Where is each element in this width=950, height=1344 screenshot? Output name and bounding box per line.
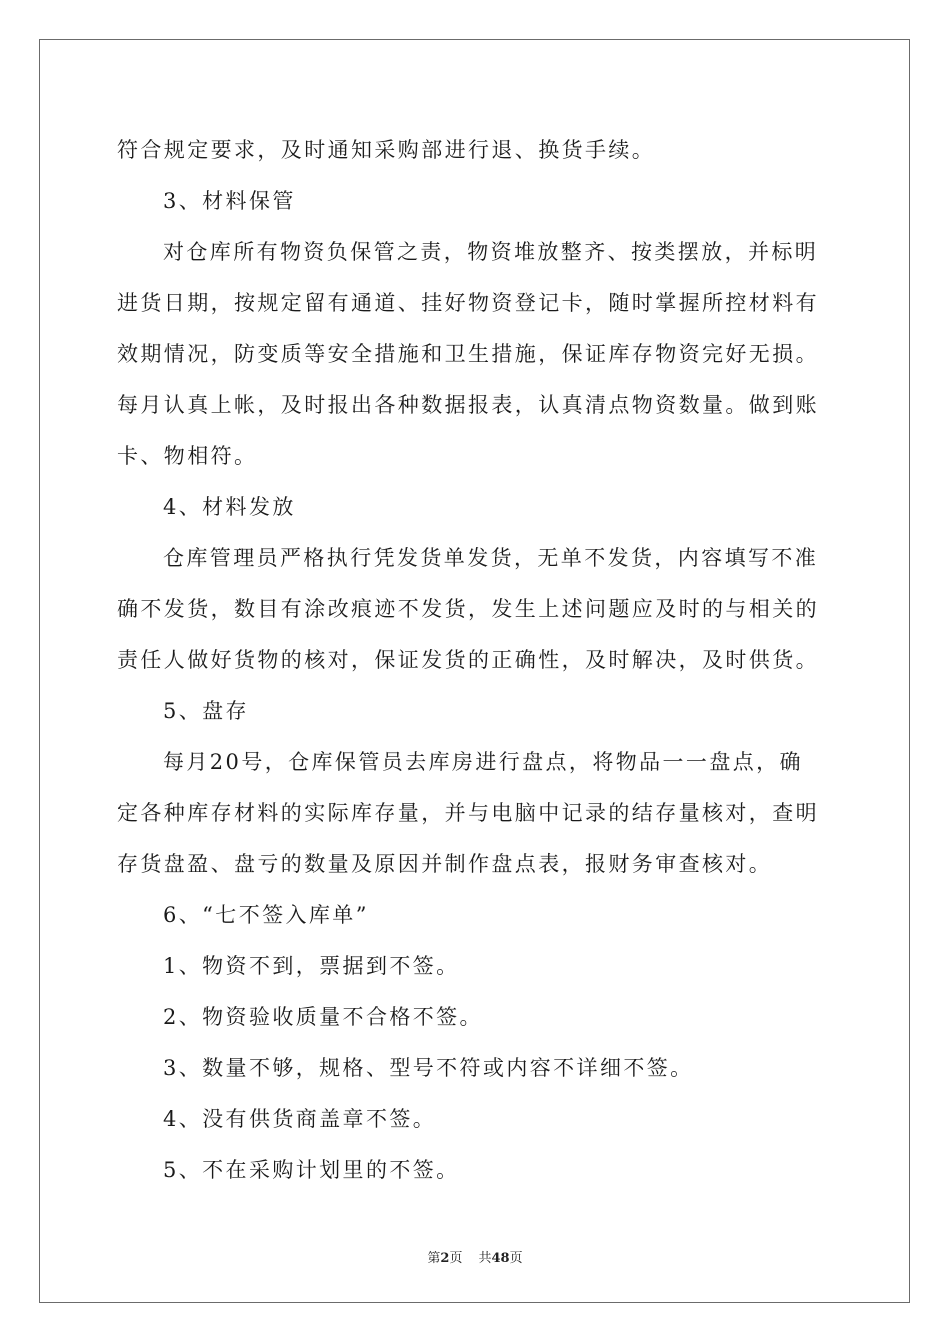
paragraph-line: 每月认真上帐，及时报出各种数据报表，认真清点物资数量。做到账 [117, 393, 819, 417]
paragraph-line: 卡、物相符。 [117, 444, 258, 468]
paragraph-line: 对仓库所有物资负保管之责，物资堆放整齐、按类摆放，并标明 [163, 240, 819, 264]
page-prefix: 第 [427, 1251, 441, 1266]
paragraph-line: 存货盘盈、盘亏的数量及原因并制作盘点表，报财务审查核对。 [117, 852, 773, 876]
total-suffix: 页 [509, 1251, 523, 1266]
paragraph-line: 符合规定要求，及时通知采购部进行退、换货手续。 [117, 138, 656, 162]
paragraph-line: 每月20号，仓库保管员去库房进行盘点，将物品一一盘点，确 [163, 750, 803, 774]
section-heading: 4、材料发放 [163, 495, 296, 519]
section-heading: 5、盘存 [163, 699, 249, 723]
list-item: 4、没有供货商盖章不签。 [163, 1107, 437, 1131]
list-item: 2、物资验收质量不合格不签。 [163, 1005, 483, 1029]
paragraph-line: 确不发货，数目有涂改痕迹不发货，发生上述问题应及时的与相关的 [117, 597, 819, 621]
page-current: 2 [440, 1251, 450, 1266]
paragraph-line: 效期情况，防变质等安全措施和卫生措施，保证库存物资完好无损。 [117, 342, 819, 366]
paragraph-line: 仓库管理员严格执行凭发货单发货，无单不发货，内容填写不准 [163, 546, 819, 570]
section-heading: 3、材料保管 [163, 189, 296, 213]
page-footer [0, 1247, 950, 1266]
document-body [117, 125, 833, 1196]
section-heading: 6、“七不签入库单” [163, 903, 369, 927]
total-prefix: 共 [478, 1251, 492, 1266]
list-item: 1、物资不到，票据到不签。 [163, 954, 460, 978]
paragraph-line: 定各种库存材料的实际库存量，并与电脑中记录的结存量核对，查明 [117, 801, 819, 825]
list-item: 3、数量不够，规格、型号不符或内容不详细不签。 [163, 1056, 694, 1080]
list-item: 5、不在采购计划里的不签。 [163, 1158, 460, 1182]
total-pages: 48 [491, 1251, 510, 1266]
page-suffix: 页 [449, 1251, 463, 1266]
paragraph-line: 进货日期，按规定留有通道、挂好物资登记卡，随时掌握所控材料有 [117, 291, 819, 315]
paragraph-line: 责任人做好货物的核对，保证发货的正确性，及时解决，及时供货。 [117, 648, 819, 672]
